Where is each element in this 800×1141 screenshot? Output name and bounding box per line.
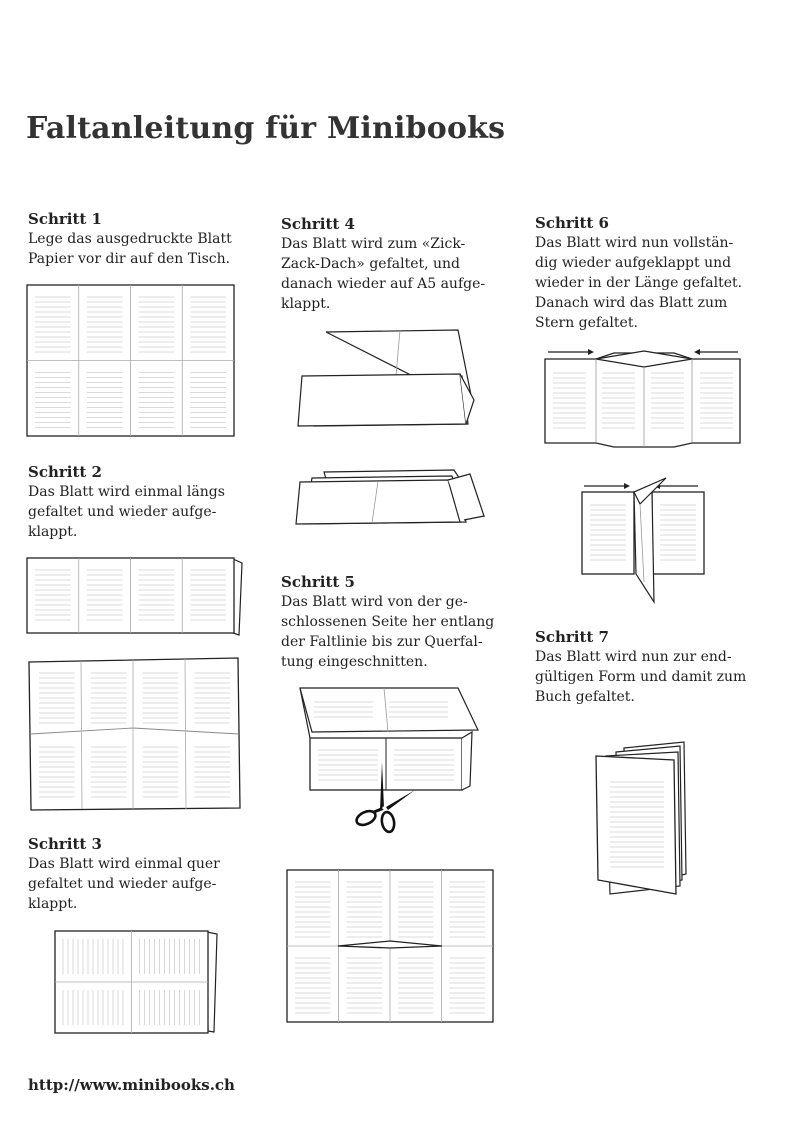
step-1-flat-sheet-illustration [26, 284, 236, 439]
step-heading: Schritt 3 [28, 835, 102, 853]
step-7 [535, 627, 746, 707]
step-heading: Schritt 6 [535, 214, 609, 232]
step-6-star-top-illustration [544, 343, 744, 451]
arrow-left-icon [694, 349, 738, 355]
step-heading: Schritt 4 [281, 215, 355, 233]
step-7-book-illustration [594, 740, 694, 898]
step-6-star-bottom-illustration [580, 474, 708, 606]
arrow-right-icon [548, 349, 594, 355]
step-heading: Schritt 2 [28, 463, 102, 481]
step-5-cut-sheet-illustration [286, 868, 496, 1026]
step-5-cutting-illustration [298, 686, 482, 834]
step-heading: Schritt 5 [281, 573, 355, 591]
step-4-zigzag-bottom-illustration [294, 468, 490, 526]
step-4-zigzag-top-illustration [296, 328, 480, 432]
step-1 [28, 209, 232, 269]
step-5 [281, 572, 494, 672]
step-2 [28, 462, 225, 542]
step-2-unfolded-sheet-illustration [28, 656, 242, 814]
step-text: Das Blatt wird einmal quer gefaltet und wieder aufge- klappt. [28, 856, 220, 912]
step-text: Das Blatt wird nun zur end- gültigen Form und damit zum Buch gefaltet. [535, 649, 747, 705]
footer-url: http://www.minibooks.ch [28, 1076, 235, 1094]
step-3 [28, 834, 220, 914]
step-text: Das Blatt wird einmal längs gefaltet und wieder aufge- klappt. [28, 484, 225, 540]
step-6 [535, 213, 742, 333]
step-text: Das Blatt wird von der ge- schlossenen Seite her entlang der Faltlinie bis zur Querfal- tung eingeschnitten. [281, 594, 495, 670]
arrow-right-icon [584, 483, 630, 489]
step-4 [281, 214, 485, 314]
step-heading: Schritt 1 [28, 210, 102, 228]
step-text: Das Blatt wird nun vollstän- dig wieder aufgeklappt und wieder in der Länge gefaltet. Danach wird das Blatt zum Stern gefaltet. [535, 235, 743, 331]
step-text: Lege das ausgedruckte Blatt Papier vor dir auf den Tisch. [28, 231, 232, 267]
step-text: Das Blatt wird zum «Zick- Zack-Dach» gefaltet, und danach wieder auf A5 aufge- klappt. [281, 236, 486, 312]
page-title: Faltanleitung für Minibooks [26, 111, 506, 146]
step-3-half-sheet-illustration [54, 928, 220, 1038]
step-2-folded-sheet-illustration [26, 555, 246, 637]
step-heading: Schritt 7 [535, 628, 609, 646]
